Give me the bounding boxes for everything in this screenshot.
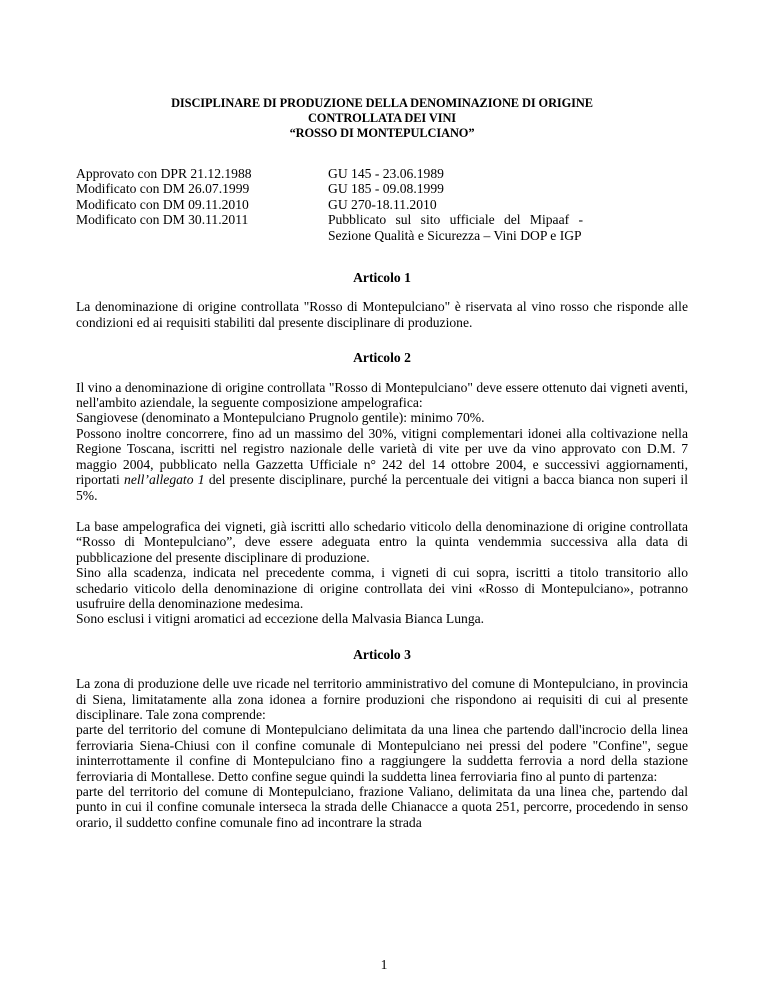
publication-note: Pubblicato sul sito ufficiale del Mipaaf - Sezione Qualità e Sicurezza – Vini DOP e IGP — [328, 212, 583, 243]
annex-reference: nell’allegato 1 — [124, 472, 205, 488]
approval-decree: Modificato con DM 09.11.2010 — [76, 196, 249, 212]
article-3-text — [76, 676, 688, 830]
approvals-block — [76, 166, 688, 243]
text-run: del presente disciplinare, purché la percentuale dei vitigni a bacca bianca non superi il 5%. — [76, 472, 688, 503]
gazette-reference: GU 270-18.11.2010 — [328, 196, 437, 212]
paragraph-line: Sono esclusi i vitigni aromatici ad eccezione della Malvasia Bianca Lunga. — [76, 611, 485, 627]
text-run: Possono inoltre concorrere, fino ad un massimo del 30%, vitigni complementari idonei alla coltivazione nella Regione Toscana, iscritti nel registro nazionale delle varietà di vite per uve da vino approvato con D.M. 7 maggio 2004, pubblicato nella Gazzetta Ufficiale n° 242 del 14 ottobre 2004, e successivi aggiornamenti, riportati — [76, 425, 688, 488]
article-2-paragraph-1 — [76, 380, 688, 503]
article-1-heading: Articolo 1 — [353, 270, 411, 286]
paragraph-line: Il vino a denominazione di origine controllata "Rosso di Montepulciano" deve essere ottenuto dai vigneti aventi, nell'ambito aziendale, la seguente composizione ampelografica: — [76, 379, 688, 411]
article-3-heading: Articolo 3 — [353, 646, 411, 662]
paragraph-line: Sangiovese (denominato a Montepulciano Prugnolo gentile): minimo 70%. — [76, 410, 485, 426]
paragraph-line: parte del territorio del comune di Montepulciano, frazione Valiano, delimitata da una linea che, partendo dal punto in cui il confine comunale interseca la strada delle Chianacce a quota 251, percorre, procedendo in senso orario, il suddetto confine comunale fino ad incontrare la strada — [76, 784, 688, 830]
paragraph-line: Sino alla scadenza, indicata nel precedente comma, i vigneti di cui sopra, iscritti a titolo transitorio allo schedario viticolo della denominazione di origine controllata dei vini «Rosso di Montepulciano», potranno usufruire della denominazione medesima. — [76, 565, 688, 611]
article-1-text: La denominazione di origine controllata "Rosso di Montepulciano" è riservata al vino rosso che risponde alle condizioni ed ai requisiti stabiliti dal presente disciplinare di produzione. — [76, 299, 688, 330]
approvals-right-column — [328, 166, 583, 243]
approval-decree: Modificato con DM 30.11.2011 — [76, 212, 249, 228]
document-title — [76, 96, 688, 141]
title-line: “ROSSO DI MONTEPULCIANO” — [289, 126, 475, 140]
paragraph-line: La zona di produzione delle uve ricade nel territorio amministrativo del comune di Montepulciano, in provincia di Siena, limitatamente alla zona idonea a fornire produzioni che rispondono ai requisiti di cui al presente disciplinare. Tale zona comprende: — [76, 676, 688, 722]
paragraph-line: La base ampelografica dei vigneti, già iscritti allo schedario viticolo della denominazione di origine controllata “Rosso di Montepulciano”, deve essere adeguata entro la quinta vendemmia successiva alla data di pubblicazione del presente disciplinare di produzione. — [76, 518, 688, 565]
paragraph-line — [76, 426, 688, 503]
title-line: DISCIPLINARE DI PRODUZIONE DELLA DENOMINAZIONE DI ORIGINE — [171, 96, 593, 110]
paragraph-line: parte del territorio del comune di Montepulciano delimitata da una linea che partendo dall'incrocio della linea ferroviaria Siena-Chiusi con il confine comunale di Montepulciano nei pressi del podere "Confine", segue ininterrottamente il confine di Montepulciano fino a raggiungere la suddetta ferrovia a nord della stazione ferroviaria di Montallese. Detto confine segue quindi la suddetta linea ferroviaria fino al punto di partenza: — [76, 722, 688, 784]
title-line: CONTROLLATA DEI VINI — [307, 111, 457, 125]
approval-decree: Approvato con DPR 21.12.1988 — [76, 166, 252, 181]
approvals-left-column — [76, 166, 328, 243]
page-number: 1 — [380, 957, 388, 972]
article-2-paragraph-2 — [76, 519, 688, 627]
approval-decree: Modificato con DM 26.07.1999 — [76, 181, 250, 197]
article-2-heading: Articolo 2 — [353, 350, 411, 366]
gazette-reference: GU 145 - 23.06.1989 — [328, 166, 444, 181]
gazette-reference: GU 185 - 09.08.1999 — [328, 181, 444, 197]
document-page — [76, 96, 688, 830]
